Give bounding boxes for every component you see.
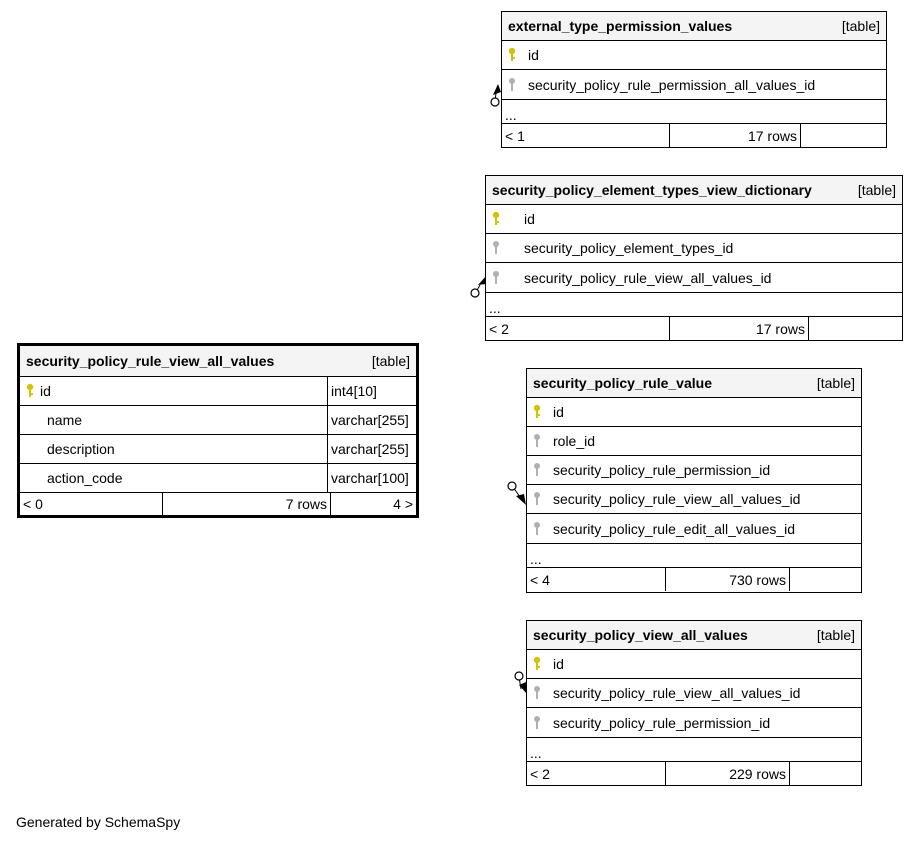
table-footer [486,317,902,340]
children-count[interactable]: 4 > [393,496,413,512]
parents-count[interactable]: < 0 [20,493,163,515]
primary-key-icon [502,47,522,63]
arrow-head-rulevalue [516,494,526,505]
column-row[interactable] [502,70,886,100]
parents-count[interactable]: < 2 [486,317,670,340]
table-type-tag: [table] [371,353,410,369]
table-name: security_policy_rule_value [533,375,712,391]
column-type: varchar[100] [327,464,416,492]
children-count [809,317,902,340]
parents-count[interactable]: < 4 [527,568,666,591]
parents-count[interactable]: < 2 [527,762,666,785]
column-row[interactable] [527,650,861,679]
column-name: security_policy_rule_view_all_values_id [553,491,801,507]
column-row[interactable] [486,234,902,263]
primary-key-icon [527,404,547,420]
column-name: id [40,383,51,399]
table-security-policy-element-types-view-dictionary[interactable] [485,175,903,341]
column-name: name [47,412,83,428]
column-row[interactable] [527,679,861,708]
table-header [502,12,886,41]
children-count [790,568,861,591]
row-count: 229 rows [666,762,790,785]
table-footer [527,568,861,591]
column-name: role_id [553,433,596,449]
column-name: id [553,656,564,672]
children-count [801,124,886,147]
foreign-key-icon [527,685,547,701]
column-row[interactable] [20,464,416,493]
foreign-key-icon [527,491,547,507]
more-columns: ... [502,100,886,124]
table-header [527,369,861,398]
table-external-type-permission-values[interactable] [501,11,887,148]
generated-by-credit: Generated by SchemaSpy [16,814,181,830]
column-name: action_code [47,470,123,486]
children-count [790,762,861,785]
column-name: security_policy_rule_permission_id [553,714,771,731]
column-row[interactable] [527,514,861,544]
column-name: id [524,211,535,227]
column-row[interactable] [527,427,861,456]
column-row[interactable] [20,406,416,435]
table-type-tag: [table] [857,182,896,198]
foreign-key-icon [486,240,506,256]
column-row[interactable] [20,435,416,464]
table-name: security_policy_view_all_values [533,627,748,643]
foreign-key-icon [502,77,522,93]
column-name: security_policy_element_types_id [524,240,734,256]
column-row[interactable] [527,456,861,485]
primary-key-icon [20,383,40,399]
column-name: security_policy_rule_edit_all_values_id [553,520,796,537]
crowfoot-zero-rulevalue [508,482,516,490]
column-row[interactable] [527,485,861,514]
foreign-key-icon [527,462,547,478]
table-header [486,176,902,205]
table-name: security_policy_rule_view_all_values [26,353,275,369]
table-footer [527,762,861,785]
arrow-head-ext [493,84,501,95]
foreign-key-icon [486,270,506,286]
table-type-tag: [table] [816,375,855,391]
column-row[interactable] [527,708,861,738]
column-row[interactable] [486,263,902,293]
more-columns: ... [527,544,861,568]
column-name: description [47,441,115,457]
table-name: external_type_permission_values [508,18,733,34]
table-name: security_policy_element_types_view_dictionary [492,182,812,198]
crowfoot-zero-dict [471,289,479,297]
table-security-policy-rule-view-all-values[interactable] [17,343,419,518]
table-security-policy-rule-value[interactable] [526,368,862,593]
column-name: security_policy_rule_permission_all_values_id [528,76,816,93]
column-name: id [553,404,564,420]
column-name: id [528,47,539,63]
column-type: varchar[255] [327,435,416,463]
crowfoot-zero-viewall [515,672,523,680]
table-footer [20,493,416,515]
table-type-tag: [table] [841,18,880,34]
foreign-key-icon [527,715,547,731]
row-count: 17 rows [670,124,801,147]
column-type: int4[10] [327,377,416,405]
row-count: 7 rows [163,493,331,515]
table-header [20,346,416,377]
column-name: security_policy_rule_view_all_values_id [524,269,772,286]
parents-count[interactable]: < 1 [502,124,670,147]
column-type: varchar[255] [327,406,416,434]
more-columns: ... [486,293,902,317]
foreign-key-icon [527,433,547,449]
row-count: 17 rows [670,317,809,340]
primary-key-icon [527,656,547,672]
crowfoot-zero-ext [491,98,499,106]
column-row[interactable] [502,41,886,70]
table-type-tag: [table] [816,627,855,643]
column-name: security_policy_rule_view_all_values_id [553,685,801,701]
row-count: 730 rows [666,568,790,591]
column-name: security_policy_rule_permission_id [553,462,771,478]
table-security-policy-view-all-values[interactable] [526,620,862,786]
column-row[interactable] [486,205,902,234]
primary-key-icon [486,211,506,227]
table-header [527,621,861,650]
more-columns: ... [527,738,861,762]
column-row[interactable] [527,398,861,427]
foreign-key-icon [527,521,547,537]
table-footer [502,124,886,147]
column-row[interactable] [20,377,416,406]
